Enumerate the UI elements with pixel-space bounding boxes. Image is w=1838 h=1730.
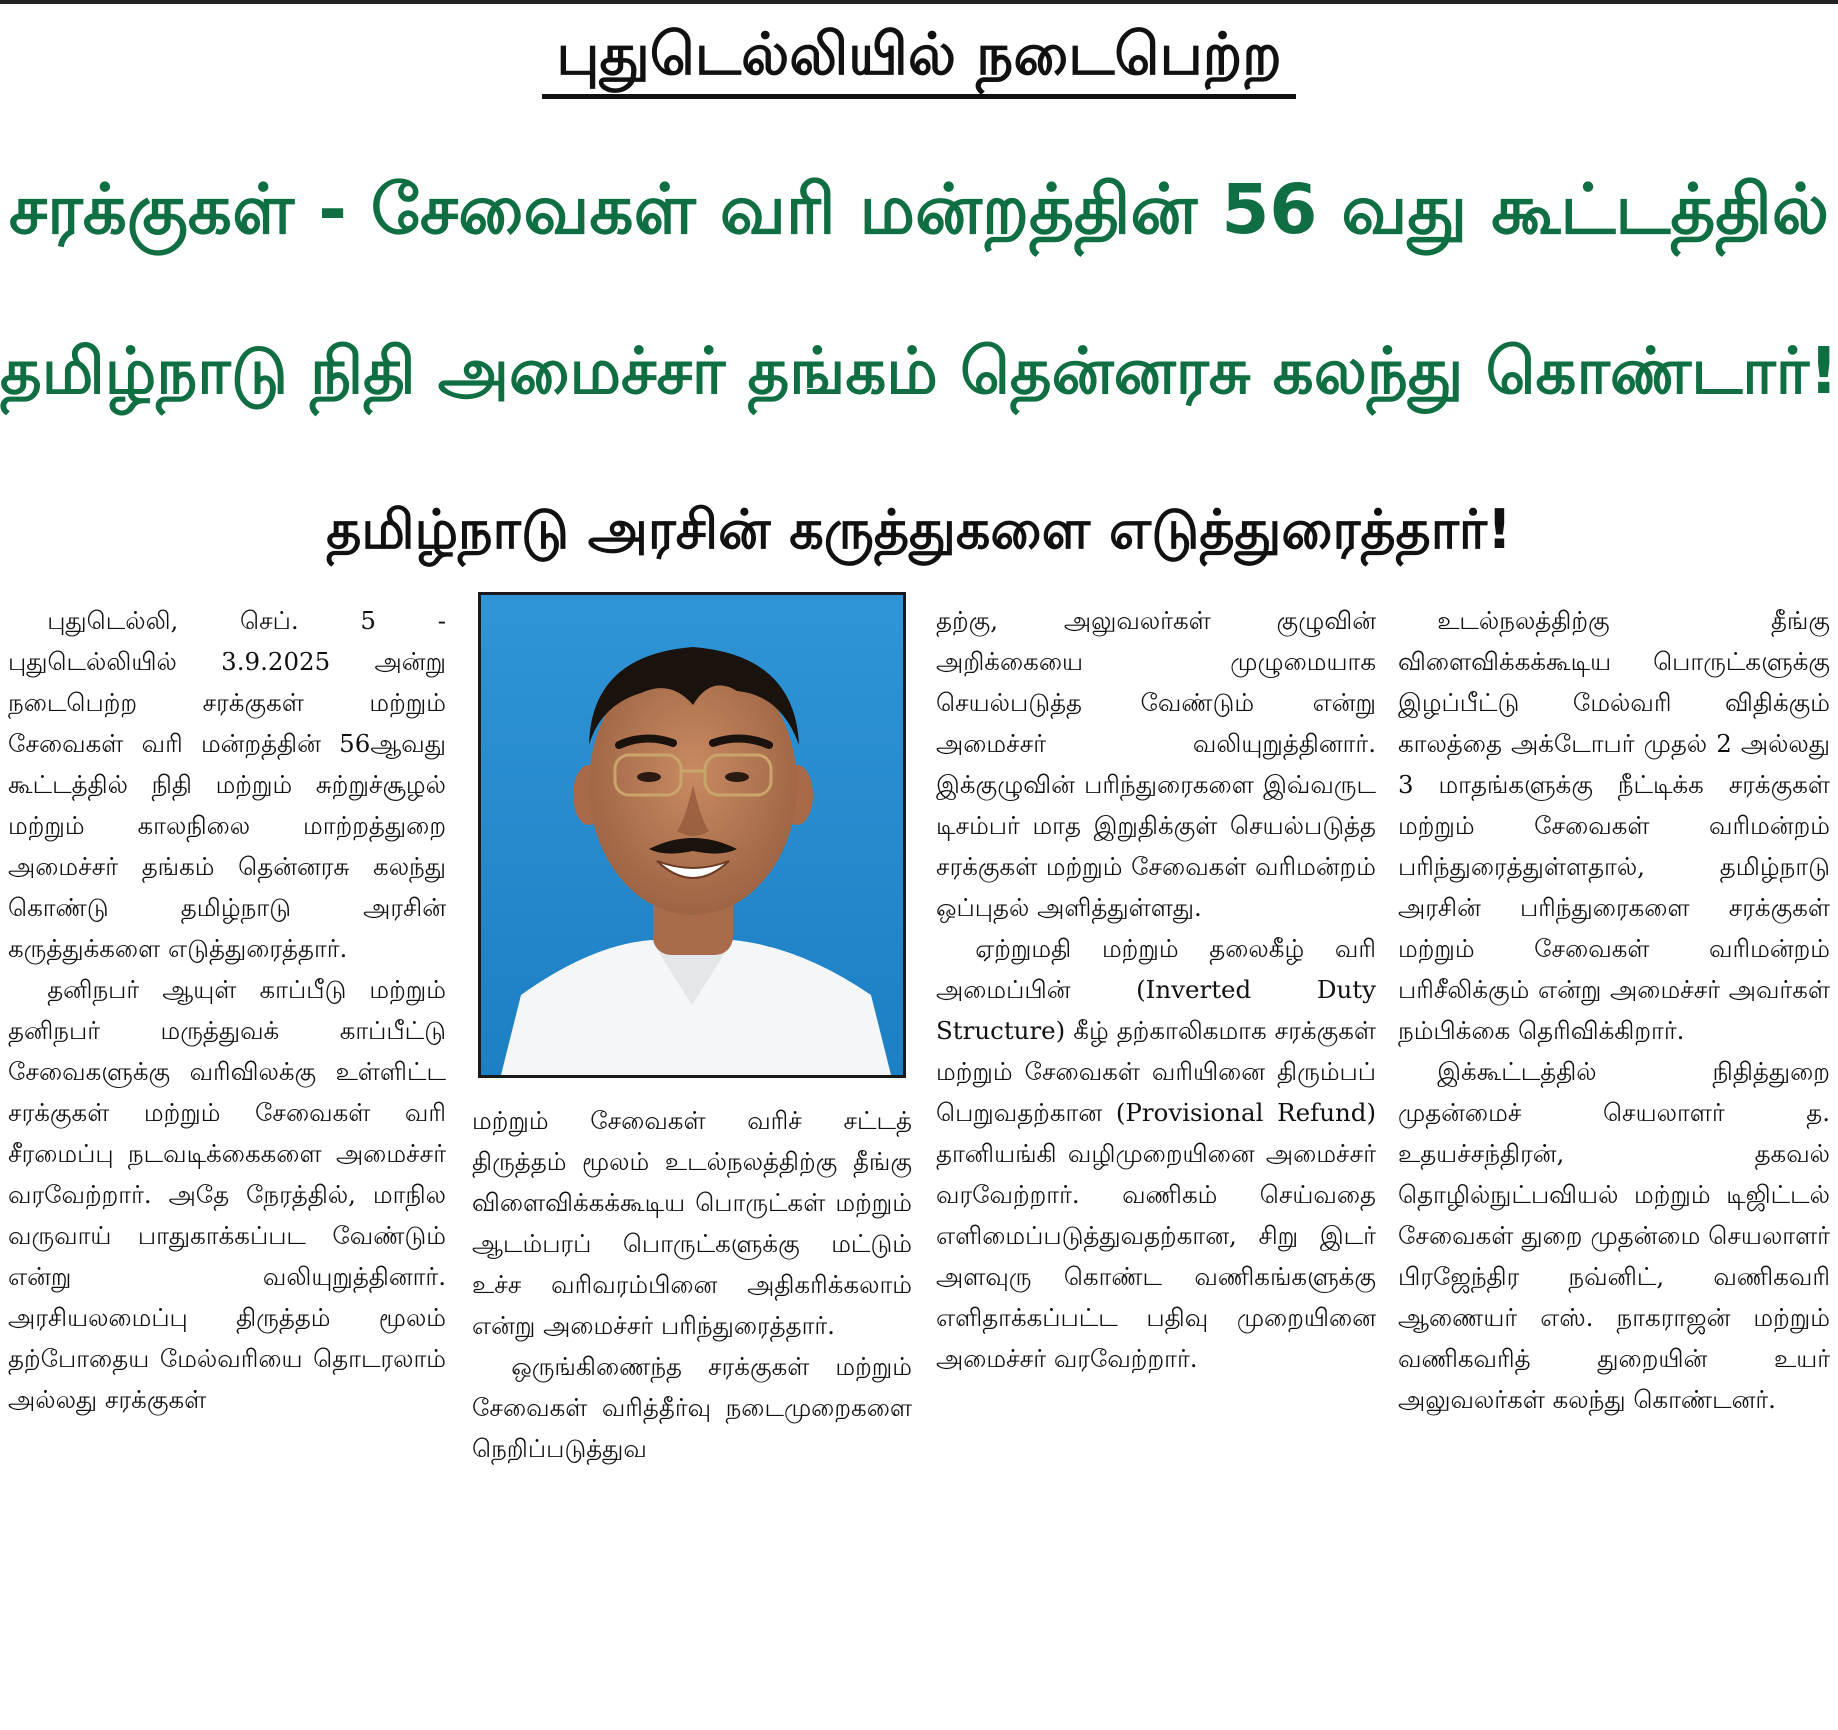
headline-line-1: சரக்குகள் - சேவைகள் வரி மன்றத்தின் 56 வது கூட்டத்தில் bbox=[8, 170, 1830, 250]
col1-paragraph-2: தனிநபர் ஆயுள் காப்பீடு மற்றும் தனிநபர் மருத்துவக் காப்பீட்டு சேவைகளுக்கு வரிவிலக்கு உள்ளிட்ட சரக்குகள் மற்றும் சேவைகள் வரி சீரமைப்பு நடவடிக்கைகளை அமைச்சர் வரவேற்றார். அதே நேரத்தில், மாநில வருவாய் பாதுகாக்கப்பட வேண்டும் என்று வலியுறுத்தினார். அரசியலமைப்பு திருத்தம் மூலம் தற்போதைய மேல்வரியை தொடரலாம் அல்லது சரக்குகள் bbox=[8, 975, 446, 1414]
headline-line-2: தமிழ்நாடு நிதி அமைச்சர் தங்கம் தென்னரசு கலந்து கொண்டார்! bbox=[0, 335, 1838, 409]
col2-paragraph-2: ஒருங்கிணைந்த சரக்குகள் மற்றும் சேவைகள் வரித்தீர்வு நடைமுறைகளை நெறிப்படுத்துவ bbox=[472, 1352, 912, 1463]
col4-paragraph-2: இக்கூட்டத்தில் நிதித்துறை முதன்மைச் செயலாளர் த. உதயச்சந்திரன், தகவல் தொழில்நுட்பவியல் மற்றும் டிஜிட்டல் சேவைகள் துறை முதன்மை செயலாளர் பிரஜேந்திர நவ்னிட், வணிகவரி ஆணையர் எஸ். நாகராஜன் மற்றும் வணிகவரித் துறையின் உயர் அலுவலர்கள் கலந்து கொண்டனர். bbox=[1398, 1057, 1830, 1414]
kicker-container bbox=[0, 14, 1838, 99]
col3-paragraph-1: தற்கு, அலுவலர்கள் குழுவின் அறிக்கையை முழுமையாக செயல்படுத்த வேண்டும் என்று அமைச்சர் வலியுறுத்தினார். இக்குழுவின் பரிந்துரைகளை இவ்வருட டிசம்பர் மாத இறுதிக்குள் செயல்படுத்த சரக்குகள் மற்றும் சேவைகள் வரிமன்றம் ஒப்புதல் அளித்துள்ளது. bbox=[936, 606, 1376, 922]
article-column-2 bbox=[472, 1100, 912, 1469]
col1-paragraph-1: புதுடெல்லி, செப். 5 - புதுடெல்லியில் 3.9.2025 அன்று நடைபெற்ற சரக்குகள் மற்றும் சேவைகள் வரி மன்றத்தின் 56ஆவது கூட்டத்தில் நிதி மற்றும் சுற்றுச்சூழல் மற்றும் காலநிலை மாற்றத்துறை அமைச்சர் தங்கம் தென்னரசு கலந்து கொண்டு தமிழ்நாடு அரசின் கருத்துக்களை எடுத்துரைத்தார். bbox=[8, 606, 446, 963]
article-column-1 bbox=[8, 600, 446, 1420]
minister-portrait-image bbox=[481, 595, 903, 1075]
kicker: புதுடெல்லியில் நடைபெற்ற bbox=[542, 14, 1295, 99]
col2-paragraph-1: மற்றும் சேவைகள் வரிச் சட்டத் திருத்தம் மூலம் உடல்நலத்திற்கு தீங்கு விளைவிக்கக்கூடிய பொருட்கள் மற்றும் ஆடம்பரப் பொருட்களுக்கு மட்டும் உச்ச வரிவரம்பினை அதிகரிக்கலாம் என்று அமைச்சர் பரிந்துரைத்தார். bbox=[472, 1106, 912, 1340]
subheadline: தமிழ்நாடு அரசின் கருத்துகளை எடுத்துரைத்தார்! bbox=[326, 498, 1512, 561]
top-rule bbox=[0, 0, 1838, 4]
col3-paragraph-2: ஏற்றுமதி மற்றும் தலைகீழ் வரி அமைப்பின் (Inverted Duty Structure) கீழ் தற்காலிகமாக சரக்குகள் மற்றும் சேவைகள் வரியினை திரும்பப் பெறுவதற்கான (Provisional Refund) தானியங்கி வழிமுறையினை அமைச்சர் வரவேற்றார். வணிகம் செய்வதை எளிமைப்படுத்துவதற்கான, சிறு இடர் அளவுரு கொண்ட வணிகங்களுக்கு எளிதாக்கப்பட்ட பதிவு முறையினை அமைச்சர் வரவேற்றார். bbox=[936, 934, 1376, 1373]
article-column-4 bbox=[1398, 600, 1830, 1420]
col4-paragraph-1: உடல்நலத்திற்கு தீங்கு விளைவிக்கக்கூடிய பொருட்களுக்கு இழப்பீட்டு மேல்வரி விதிக்கும் காலத்தை அக்டோபர் முதல் 2 அல்லது 3 மாதங்களுக்கு நீட்டிக்க சரக்குகள் மற்றும் சேவைகள் வரிமன்றம் பரிந்துரைத்துள்ளதால், தமிழ்நாடு அரசின் பரிந்துரைகளை சரக்குகள் மற்றும் சேவைகள் வரிமன்றம் பரிசீலிக்கும் என்று அமைச்சர் அவர்கள் நம்பிக்கை தெரிவிக்கிறார். bbox=[1398, 606, 1830, 1045]
minister-photo bbox=[478, 592, 906, 1078]
article-column-3 bbox=[936, 600, 1376, 1379]
